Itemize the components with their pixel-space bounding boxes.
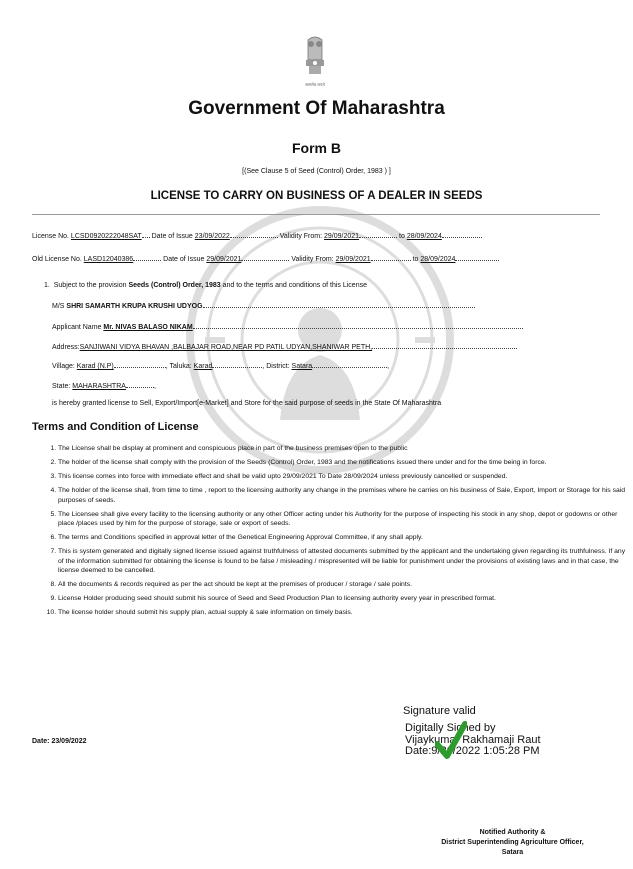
old-license-row xyxy=(32,253,499,263)
authority-line-2: District Superintending Agriculture Officer, xyxy=(441,839,584,846)
applicant-name: Mr. NIVAS BALASO NIKAM xyxy=(103,324,193,331)
license-heading: LICENSE TO CARRY ON BUSINESS OF A DEALER IN SEEDS xyxy=(150,190,483,202)
authority-block xyxy=(420,828,605,858)
village-value: Karad (N.P) xyxy=(76,363,114,370)
firm-line xyxy=(52,300,475,310)
authority-line-1: Notified Authority & xyxy=(479,829,546,836)
license-no: LCSD0920222048SAT xyxy=(70,233,142,240)
taluka-value: Karad xyxy=(193,363,213,370)
signature-status: Signature valid xyxy=(403,705,476,717)
issue-date-label: Date of Issue xyxy=(151,233,193,240)
signature-block xyxy=(405,723,541,758)
provision-number: 1. xyxy=(44,282,50,289)
applicant-line xyxy=(52,321,523,331)
district-value: Satara xyxy=(291,363,313,370)
old-valid-from: 29/09/2021 xyxy=(335,256,371,263)
emblem-caption: सत्यमेव जयते xyxy=(305,82,325,87)
state-value: MAHARASHTRA xyxy=(72,383,126,390)
license-row xyxy=(32,230,482,240)
term-item: 1. The License shall be display at prominent and conspicuous place in part of the business premises open to the public xyxy=(58,444,628,453)
provision-line xyxy=(44,282,367,289)
applicant-label: Applicant Name xyxy=(52,324,102,331)
granted-line: is hereby granted license to Sell, Export/Import[e-Market] and Store for the said purpose of seeds in the State Of Maharashtra xyxy=(52,400,442,407)
address-label: Address: xyxy=(52,344,80,351)
term-item: 4. The holder of the license shall, from time to time , report to the licensing authority any change in the premises where he carries on his business of Sale, Export, Import or Storage for his said purposes of seeds. xyxy=(58,486,628,505)
term-item: 3. This license comes into force with immediate effect and shall be valid upto 29/09/2021 To Date 28/09/2024 unless previously cancelled or suspended. xyxy=(58,472,628,481)
firm-label: M/S xyxy=(52,303,65,310)
provision-post: and to the terms and conditions of this License xyxy=(222,282,367,289)
terms-heading: Terms and Condition of License xyxy=(32,421,199,433)
state-emblem-icon xyxy=(300,34,330,82)
term-item: 9. License Holder producing seed should submit his source of Seed and Seed Production Plan to licensing authority every year in prescribed format. xyxy=(58,594,628,603)
divider xyxy=(32,214,600,215)
firm-name: SHRI SAMARTH KRUPA KRUSHI UDYOG xyxy=(66,303,203,310)
taluka-label: , Taluka: xyxy=(165,363,192,370)
term-item: 7. This is system generated and digitally signed license issued against truthfulness of attested documents submitted by the applicant and the undertaking given regarding its truthfulness. If any of the information submitted for obtaining the license is found to be false / misleading / mispresented will be liable for punishment under the provisions of existing laws and in that case, the license deemed to be cancelled. xyxy=(58,547,628,575)
provision-pre: Subject to the provision xyxy=(53,282,127,289)
old-validity-label: Validity From: xyxy=(291,256,334,263)
old-issue-date: 29/09/2021 xyxy=(206,256,242,263)
term-item: 6. The terms and Conditions specified in approval letter of the Genetical Engineering Approval Committee, if any shall apply. xyxy=(58,533,628,542)
old-valid-to: 28/09/2024 xyxy=(420,256,456,263)
state-label: State: xyxy=(52,383,71,390)
term-item: 8. All the documents & records required as per the act should be kept at the premises of producer / storage / sale points. xyxy=(58,580,628,589)
government-title: Government Of Maharashtra xyxy=(188,98,445,119)
address-line xyxy=(52,341,517,351)
clause-reference: [(See Clause 5 of Seed (Control) Order, 1983 ) ] xyxy=(242,168,391,175)
location-line: Village: Karad (N.P) , Taluka: Karad , District: Satara , xyxy=(52,360,389,370)
term-item: 10. The license holder should submit his supply plan, actual supply & sale information on timely basis. xyxy=(58,608,628,617)
form-title: Form B xyxy=(292,140,341,156)
district-label: , District: xyxy=(262,363,290,370)
issue-date: 23/09/2022 xyxy=(194,233,230,240)
village-label: Village: xyxy=(52,363,75,370)
authority-line-3: Satara xyxy=(501,849,524,856)
terms-list xyxy=(30,444,628,623)
old-issue-date-label: Date of Issue xyxy=(163,256,205,263)
signature-line-1: Digitally Signed by xyxy=(405,722,496,734)
to-label: to xyxy=(399,233,405,240)
term-item: 5. The Licensee shall give every facility to the licensing authority or any other Officer acting under his Authority for the purpose of inspecting his stock in any shop, depot or godowns or other place /places used by him for the purpose of storage, sale or export of seeds. xyxy=(58,510,628,529)
signature-line-2: Vijaykumar Rakhamaji Raut xyxy=(405,733,541,746)
seal-watermark xyxy=(185,205,455,475)
provision-order: Seeds (Control) Order, 1983 xyxy=(128,282,221,289)
issue-date-footer: Date: 23/09/2022 xyxy=(32,738,87,745)
old-license-no-label: Old License No. xyxy=(32,256,82,263)
license-no-label: License No. xyxy=(32,233,69,240)
valid-to: 28/09/2024 xyxy=(406,233,442,240)
validity-label: Validity From: xyxy=(279,233,323,240)
signature-line-3: Date:9/26/2022 1:05:28 PM xyxy=(405,745,540,757)
old-to-label: to xyxy=(412,256,419,263)
old-license-no: LASD12040386 xyxy=(83,256,134,263)
signature-check-icon xyxy=(435,720,467,760)
address-value: SANJIWANI VIDYA BHAVAN ,BALBAJAR ROAD,NEAR PD PATIL UDYAN,SHANIWAR PETH, xyxy=(79,344,373,351)
valid-from: 29/09/2021 xyxy=(324,233,360,240)
state-line: State: MAHARASHTRA , xyxy=(52,380,156,390)
term-item: 2. The holder of the license shall comply with the provision of the Seeds (Control) Order, 1983 and the notifications issued there under and for the time being in force. xyxy=(58,458,628,467)
